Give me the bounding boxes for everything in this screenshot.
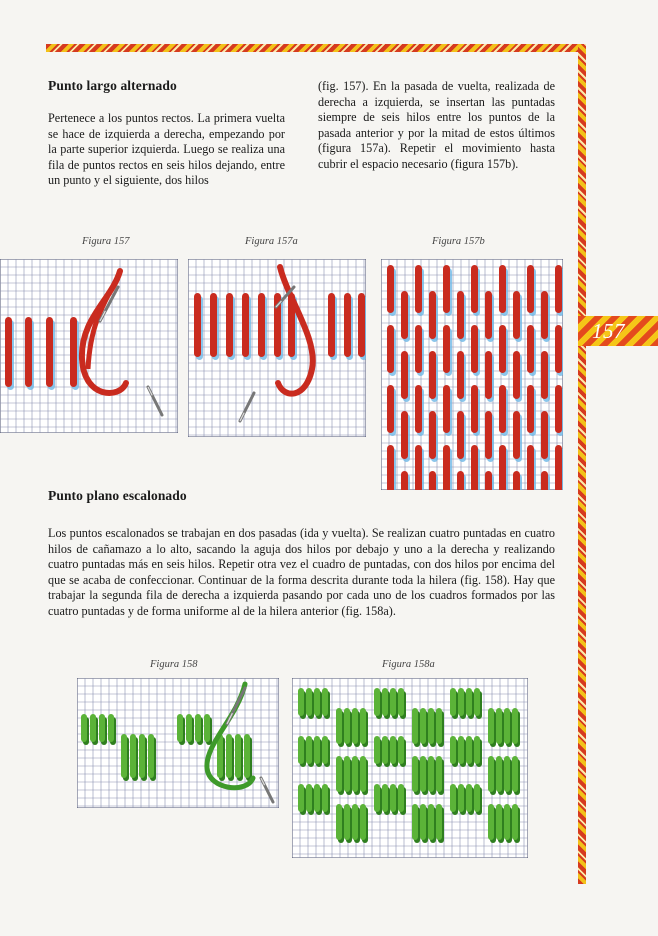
- red-stitch: [415, 445, 422, 490]
- figure-157b-illustration: [381, 259, 563, 490]
- green-stitch: [314, 688, 320, 716]
- figure-157a-illustration: [188, 259, 366, 437]
- green-stitch: [458, 736, 464, 764]
- red-stitch: [527, 325, 534, 373]
- green-stitch: [398, 784, 404, 812]
- red-stitch: [541, 411, 548, 459]
- green-stitch: [81, 714, 87, 742]
- green-stitch: [436, 708, 442, 744]
- green-stitch: [352, 756, 358, 792]
- green-stitch: [298, 688, 304, 716]
- green-stitch: [450, 736, 456, 764]
- red-stitch: [485, 291, 492, 339]
- green-stitch: [512, 708, 518, 744]
- green-stitch: [148, 734, 154, 778]
- green-stitch: [139, 734, 145, 778]
- red-stitch: [541, 291, 548, 339]
- red-stitch: [258, 293, 265, 357]
- red-stitch: [70, 317, 77, 387]
- green-stitch: [99, 714, 105, 742]
- green-stitch: [204, 714, 210, 742]
- red-stitch: [485, 471, 492, 490]
- green-stitch: [428, 756, 434, 792]
- green-stitch: [344, 708, 350, 744]
- green-stitch: [360, 708, 366, 744]
- green-stitch: [488, 804, 494, 840]
- green-stitch: [428, 708, 434, 744]
- red-stitch: [499, 445, 506, 490]
- green-stitch: [360, 804, 366, 840]
- red-stitch: [429, 351, 436, 399]
- red-stitch: [194, 293, 201, 357]
- decorative-border-top: [46, 44, 586, 52]
- green-stitch: [314, 784, 320, 812]
- red-stitch: [443, 445, 450, 490]
- green-stitch: [420, 804, 426, 840]
- green-stitch: [474, 736, 480, 764]
- figure-157-illustration: [0, 259, 178, 433]
- green-stitch: [322, 736, 328, 764]
- green-stitch: [450, 688, 456, 716]
- green-stitch: [496, 708, 502, 744]
- green-stitch: [244, 734, 250, 778]
- decorative-border-right: [578, 44, 586, 884]
- red-stitch: [513, 471, 520, 490]
- green-stitch: [382, 688, 388, 716]
- red-stitch: [555, 385, 562, 433]
- green-stitch: [336, 708, 342, 744]
- green-stitch: [195, 714, 201, 742]
- green-stitch: [458, 688, 464, 716]
- red-stitch: [541, 351, 548, 399]
- red-stitch: [387, 325, 394, 373]
- red-stitch: [358, 293, 365, 357]
- green-stitch: [504, 804, 510, 840]
- green-stitch: [436, 804, 442, 840]
- red-stitch: [328, 293, 335, 357]
- red-stitch: [344, 293, 351, 357]
- red-stitch: [499, 325, 506, 373]
- green-stitch: [90, 714, 96, 742]
- green-stitch: [344, 804, 350, 840]
- red-stitch: [387, 385, 394, 433]
- green-stitch: [352, 804, 358, 840]
- green-stitch: [186, 714, 192, 742]
- red-stitch: [513, 411, 520, 459]
- green-stitch: [374, 784, 380, 812]
- green-stitch: [436, 756, 442, 792]
- green-stitch: [374, 736, 380, 764]
- section2-body: Los puntos escalonados se trabajan en dos pasadas (ida y vuelta). Se realizan cuatro puntadas en cuatro hilos de cañamazo a lo alto, sacando la aguja dos hilos por debajo y uno a la derecha y realizando cuatro puntadas más en seis hilos. Repetir otra vez el cuadro de puntadas, con dos hilos por encima del que se acaba de confeccionar. Continuar de la forma descrita durante toda la hilera (fig. 158). Hay que trabajar la segunda fila de derecha a izquierda pasando por cada uno de los cuadros formados por las cuatro puntadas y de forma uniforme al de la hilera anterior (fig. 158a).: [48, 526, 555, 618]
- red-stitch: [471, 445, 478, 490]
- green-stitch: [235, 734, 241, 778]
- section-heading-punto-largo: Punto largo alternado: [48, 78, 177, 93]
- red-stitch: [499, 265, 506, 313]
- figure-caption-158a: Figura 158a: [382, 659, 435, 670]
- red-stitch: [527, 265, 534, 313]
- red-stitch: [457, 471, 464, 490]
- green-stitch: [504, 756, 510, 792]
- red-stitch: [499, 385, 506, 433]
- green-stitch: [306, 688, 312, 716]
- red-stitch: [541, 471, 548, 490]
- red-stitch: [527, 445, 534, 490]
- green-stitch: [488, 756, 494, 792]
- green-stitch: [496, 756, 502, 792]
- green-stitch: [336, 804, 342, 840]
- green-stitch: [450, 784, 456, 812]
- green-stitch: [121, 734, 127, 778]
- green-stitch: [130, 734, 136, 778]
- green-stitch: [322, 688, 328, 716]
- red-stitch: [513, 291, 520, 339]
- red-stitch: [242, 293, 249, 357]
- red-stitch: [471, 265, 478, 313]
- red-stitch: [429, 411, 436, 459]
- green-stitch: [226, 734, 232, 778]
- red-stitch: [401, 411, 408, 459]
- green-stitch: [390, 688, 396, 716]
- green-stitch: [466, 784, 472, 812]
- section1-column-right: (fig. 157). En la pasada de vuelta, realizada de derecha a izquierda, se insertan las puntadas siempre de seis hilos entre los puntos de la pasada anterior y por la mitad de estos últimos (figura 157a). Repetir el movimiento hasta cubrir el espacio necesario (figura 157b).: [318, 79, 555, 171]
- red-stitch: [226, 293, 233, 357]
- red-stitch: [210, 293, 217, 357]
- green-stitch: [428, 804, 434, 840]
- red-stitch: [443, 325, 450, 373]
- green-stitch: [412, 756, 418, 792]
- red-stitch: [429, 291, 436, 339]
- green-stitch: [412, 804, 418, 840]
- figure-caption-157b: Figura 157b: [432, 236, 485, 247]
- green-stitch: [352, 708, 358, 744]
- green-stitch: [398, 688, 404, 716]
- red-stitch: [415, 265, 422, 313]
- red-stitch: [555, 325, 562, 373]
- figure-caption-157: Figura 157: [82, 236, 130, 247]
- green-stitch: [496, 804, 502, 840]
- green-stitch: [466, 736, 472, 764]
- green-stitch: [390, 784, 396, 812]
- green-stitch: [336, 756, 342, 792]
- green-stitch: [390, 736, 396, 764]
- green-stitch: [344, 756, 350, 792]
- red-stitch: [513, 351, 520, 399]
- red-stitch: [555, 265, 562, 313]
- red-stitch: [471, 385, 478, 433]
- red-stitch: [443, 265, 450, 313]
- red-stitch: [401, 471, 408, 490]
- figure-caption-157a: Figura 157a: [245, 236, 298, 247]
- figure-caption-158: Figura 158: [150, 659, 198, 670]
- green-stitch: [458, 784, 464, 812]
- green-stitch: [306, 784, 312, 812]
- green-stitch: [412, 708, 418, 744]
- figure-158-illustration: [77, 678, 279, 808]
- red-stitch: [527, 385, 534, 433]
- red-stitch: [457, 291, 464, 339]
- green-stitch: [420, 756, 426, 792]
- green-stitch: [314, 736, 320, 764]
- red-stitch: [387, 265, 394, 313]
- section1-column-left: Pertenece a los puntos rectos. La primera vuelta se hace de izquierda a derecha, empezando por la parte superior izquierda. Luego se realiza una fila de puntos rectos en seis hilos dejando, entre un punto y el siguiente, dos hilos: [48, 111, 285, 187]
- red-stitch: [429, 471, 436, 490]
- green-stitch: [398, 736, 404, 764]
- red-stitch: [457, 351, 464, 399]
- green-stitch: [504, 708, 510, 744]
- red-stitch: [5, 317, 12, 387]
- page-number: 157: [592, 319, 625, 343]
- red-stitch: [471, 325, 478, 373]
- green-stitch: [512, 756, 518, 792]
- green-stitch: [382, 736, 388, 764]
- red-stitch: [401, 351, 408, 399]
- red-stitch: [387, 445, 394, 490]
- green-stitch: [474, 784, 480, 812]
- red-stitch: [485, 351, 492, 399]
- green-stitch: [466, 688, 472, 716]
- red-stitch: [401, 291, 408, 339]
- green-stitch: [420, 708, 426, 744]
- red-stitch: [415, 385, 422, 433]
- green-stitch: [382, 784, 388, 812]
- green-stitch: [374, 688, 380, 716]
- figure-158a-illustration: [292, 678, 528, 858]
- green-stitch: [488, 708, 494, 744]
- section-heading-punto-plano: Punto plano escalonado: [48, 488, 187, 503]
- green-stitch: [177, 714, 183, 742]
- green-stitch: [306, 736, 312, 764]
- red-stitch: [46, 317, 53, 387]
- red-stitch: [485, 411, 492, 459]
- red-stitch: [555, 445, 562, 490]
- green-stitch: [322, 784, 328, 812]
- green-stitch: [360, 756, 366, 792]
- green-stitch: [512, 804, 518, 840]
- red-stitch: [457, 411, 464, 459]
- green-stitch: [298, 784, 304, 812]
- green-stitch: [474, 688, 480, 716]
- green-stitch: [108, 714, 114, 742]
- red-stitch: [25, 317, 32, 387]
- red-stitch: [415, 325, 422, 373]
- green-stitch: [298, 736, 304, 764]
- red-stitch: [443, 385, 450, 433]
